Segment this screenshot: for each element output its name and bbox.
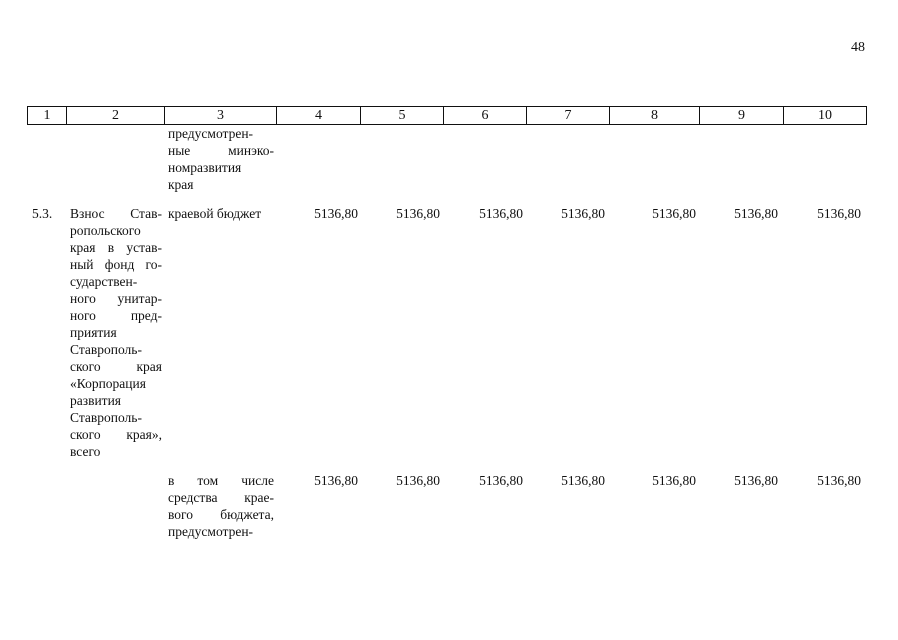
row-name-cell bbox=[70, 205, 162, 460]
sub-value-col-7: 5136,80 bbox=[561, 473, 605, 488]
text-line: Ставрополь- bbox=[70, 342, 142, 357]
text-line: приятия bbox=[70, 325, 117, 340]
header-col-7: 7 bbox=[527, 107, 610, 124]
text-line: ный фонд го- bbox=[70, 257, 162, 272]
sub-value-col-4: 5136,80 bbox=[314, 473, 358, 488]
text-line: ного пред- bbox=[70, 308, 162, 323]
header-col-3: 3 bbox=[165, 107, 277, 124]
text-line: ного унитар- bbox=[70, 291, 162, 306]
row-number: 5.3. bbox=[32, 206, 53, 221]
text-line: развития bbox=[70, 393, 122, 408]
text-line: ропольского bbox=[70, 223, 141, 238]
value-col-9: 5136,80 bbox=[734, 206, 778, 221]
value-col-7: 5136,80 bbox=[561, 206, 605, 221]
value-col-8: 5136,80 bbox=[652, 206, 696, 221]
value-col-6: 5136,80 bbox=[479, 206, 523, 221]
text-line: вого бюджета, bbox=[168, 507, 274, 522]
continued-source-cell bbox=[168, 125, 274, 193]
sub-value-col-9: 5136,80 bbox=[734, 473, 778, 488]
table-header-row bbox=[27, 106, 867, 125]
header-col-9: 9 bbox=[700, 107, 784, 124]
sub-value-col-6: 5136,80 bbox=[479, 473, 523, 488]
text-line: ные минэко- bbox=[168, 143, 274, 158]
text-line: края в устав- bbox=[70, 240, 162, 255]
page-number: 48 bbox=[851, 40, 865, 55]
row-source: краевой бюджет bbox=[168, 206, 262, 221]
text-line: средства крае- bbox=[168, 490, 274, 505]
text-line: в том числе bbox=[168, 473, 274, 488]
text-line: предусмотрен- bbox=[168, 524, 254, 539]
header-col-4: 4 bbox=[277, 107, 361, 124]
value-col-4: 5136,80 bbox=[314, 206, 358, 221]
header-col-2: 2 bbox=[67, 107, 165, 124]
text-line: ского края», bbox=[70, 427, 162, 442]
sub-value-col-5: 5136,80 bbox=[396, 473, 440, 488]
header-col-6: 6 bbox=[444, 107, 527, 124]
text-line: предусмотрен- bbox=[168, 126, 254, 141]
text-line: Взнос Став- bbox=[70, 206, 162, 221]
text-line: края bbox=[168, 177, 194, 192]
text-line: Ставрополь- bbox=[70, 410, 142, 425]
header-col-8: 8 bbox=[610, 107, 700, 124]
sub-value-col-10: 5136,80 bbox=[817, 473, 861, 488]
text-line: всего bbox=[70, 444, 101, 459]
text-line: номразвития bbox=[168, 160, 242, 175]
sub-value-col-8: 5136,80 bbox=[652, 473, 696, 488]
text-line: ского края bbox=[70, 359, 162, 374]
sub-source-cell bbox=[168, 472, 274, 540]
text-line: «Корпорация bbox=[70, 376, 146, 391]
text-line: сударствен- bbox=[70, 274, 138, 289]
value-col-10: 5136,80 bbox=[817, 206, 861, 221]
header-col-5: 5 bbox=[361, 107, 444, 124]
header-col-1: 1 bbox=[28, 107, 67, 124]
header-col-10: 10 bbox=[818, 108, 832, 123]
value-col-5: 5136,80 bbox=[396, 206, 440, 221]
